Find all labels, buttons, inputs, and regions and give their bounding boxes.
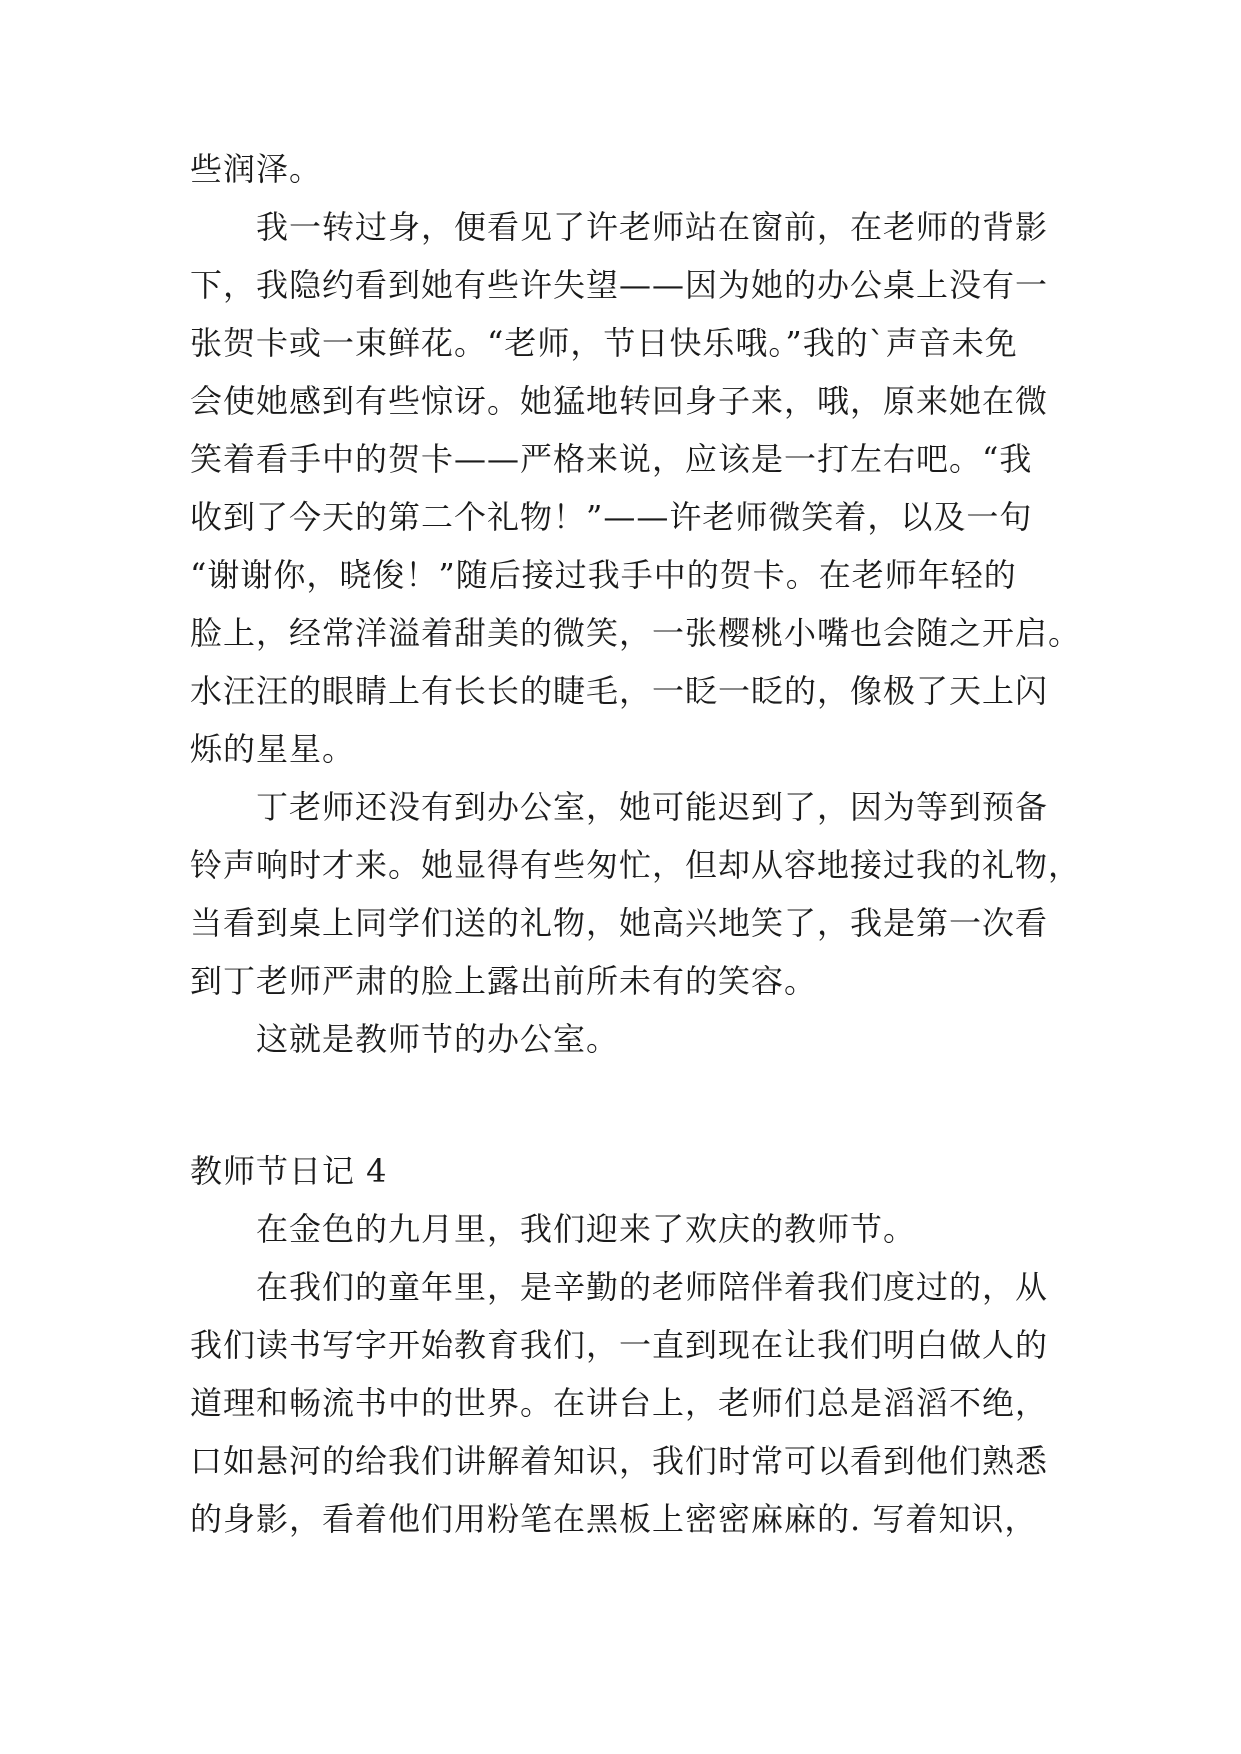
text-line: 道理和畅流书中的世界。在讲台上，老师们总是滔滔不绝， xyxy=(190,1384,1049,1422)
paragraph-start-line: 丁老师还没有到办公室，她可能迟到了，因为等到预备 xyxy=(256,788,1049,826)
text-line: 脸上，经常洋溢着甜美的微笑，一张樱桃小嘴也会随之开启。 xyxy=(190,614,1082,652)
text-line: 些润泽。 xyxy=(190,150,323,188)
text-line: 会使她感到有些惊讶。她猛地转回身子来，哦，原来她在微 xyxy=(190,382,1049,420)
text-line: 到丁老师严肃的脸上露出前所未有的笑容。 xyxy=(190,962,818,1000)
diary-entry-4 xyxy=(190,1142,1070,1548)
text-line: 烁的星星。 xyxy=(190,730,356,768)
previous-entry-continuation xyxy=(190,140,1082,1068)
paragraph-start-line: 在我们的童年里，是辛勤的老师陪伴着我们度过的，从 xyxy=(256,1268,1049,1306)
text-line: 当看到桌上同学们送的礼物，她高兴地笑了，我是第一次看 xyxy=(190,904,1049,942)
text-line: 张贺卡或一束鲜花。“老师，节日快乐哦。”我的`声音未免 xyxy=(190,324,1018,362)
text-line: 收到了今天的第二个礼物！”——许老师微笑着，以及一句 xyxy=(190,498,1033,536)
text-line: 笑着看手中的贺卡——严格来说，应该是一打左右吧。“我 xyxy=(190,440,1033,478)
text-line: 的身影，看着他们用粉笔在黑板上密密麻麻的. 写着知识， xyxy=(190,1500,1038,1538)
text-line: 铃声响时才来。她显得有些匆忙，但却从容地接过我的礼物， xyxy=(190,846,1082,884)
text-line: 水汪汪的眼睛上有长长的睫毛，一眨一眨的，像极了天上闪 xyxy=(190,672,1049,710)
text-line: 我们读书写字开始教育我们，一直到现在让我们明白做人的 xyxy=(190,1326,1049,1364)
paragraph-start-line: 我一转过身，便看见了许老师站在窗前，在老师的背影 xyxy=(256,208,1049,246)
paragraph-start-line: 这就是教师节的办公室。 xyxy=(256,1020,620,1058)
text-line: 下，我隐约看到她有些许失望——因为她的办公桌上没有一 xyxy=(190,266,1049,304)
text-line: 口如悬河的给我们讲解着知识，我们时常可以看到他们熟悉 xyxy=(190,1442,1049,1480)
text-line: “谢谢你，晓俊！”随后接过我手中的贺卡。在老师年轻的 xyxy=(190,556,1017,594)
section-title: 教师节日记 4 xyxy=(190,1152,388,1190)
paragraph-start-line: 在金色的九月里，我们迎来了欢庆的教师节。 xyxy=(256,1210,917,1248)
